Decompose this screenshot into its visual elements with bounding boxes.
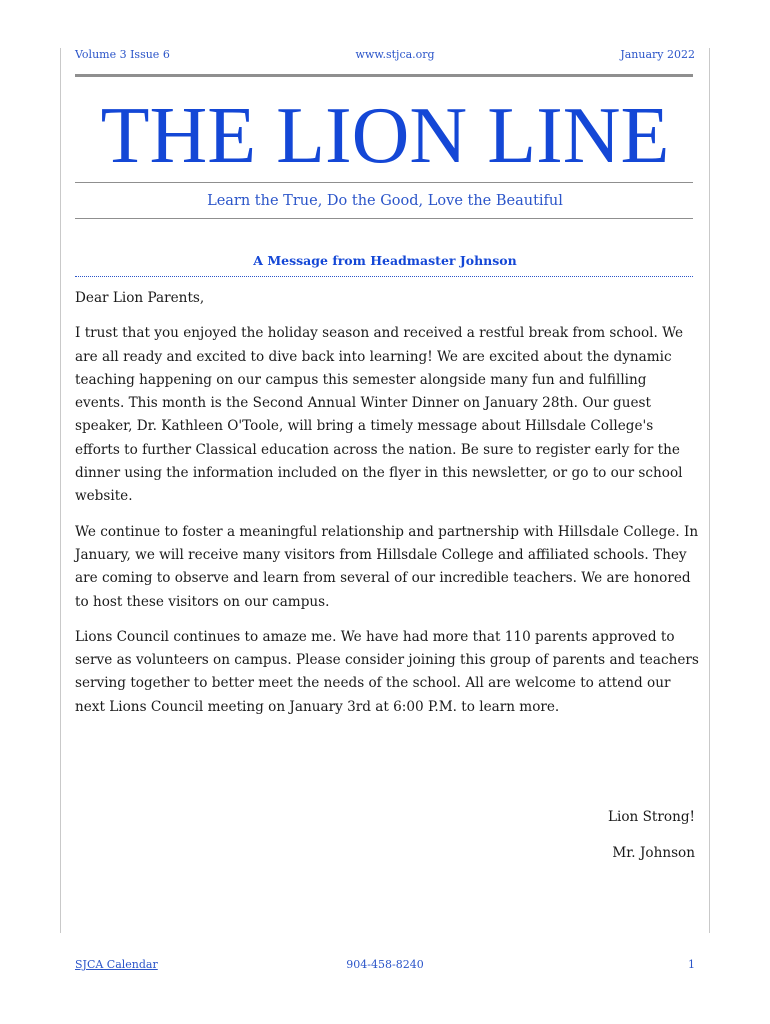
tagline-divider (75, 218, 693, 219)
newsletter-tagline: Learn the True, Do the Good, Love the Beautiful (207, 193, 563, 209)
issue-date: January 2022 (620, 48, 695, 61)
letter-body (75, 287, 700, 731)
article-heading: A Message from Headmaster Johnson (253, 253, 517, 268)
newsletter-title: THE LION LINE (100, 92, 670, 180)
phone-number: 904-458-8240 (346, 958, 424, 971)
letter-paragraph: I trust that you enjoyed the holiday season and received a restful break from school. We are all ready and excited to dive back into learning! We are excited about the dynamic teaching happening on our campus this semester alongside many fun and fulfilling events. This month is the Second Annual Winter Dinner on January 28th. Our guest speaker, Dr. Kathleen O'Toole, will bring a timely message about Hillsdale College's efforts to further Classical education across the nation. Be sure to register early for the dinner using the information included on the flyer in this newsletter, or go to our school website. (75, 325, 684, 505)
article-heading-divider (75, 276, 693, 277)
left-margin-rule (60, 48, 61, 933)
title-divider (75, 182, 693, 183)
website-text: www.stjca.org (355, 48, 435, 61)
page-number: 1 (688, 958, 695, 971)
letter-salutation: Dear Lion Parents, (75, 290, 205, 306)
newsletter-header (75, 48, 695, 61)
right-margin-rule (709, 48, 710, 933)
header-divider (75, 74, 693, 77)
volume-issue: Volume 3 Issue 6 (75, 48, 170, 61)
letter-signature: Mr. Johnson (612, 845, 695, 861)
letter-paragraph: We continue to foster a meaningful relationship and partnership with Hillsdale College. In January, we will receive many visitors from Hillsdale College and affiliated schools. They are coming to observe and learn from several of our incredible teachers. We are honored to host these visitors on our campus. (75, 523, 699, 610)
letter-paragraph: Lions Council continues to amaze me. We have had more that 110 parents approved to serve as volunteers on campus. Please consider joining this group of parents and teachers serving together to better meet the needs of the school. All are welcome to attend our next Lions Council meeting on January 3rd at 6:00 P.M. to learn more. (75, 628, 699, 715)
letter-closing: Lion Strong! (607, 809, 695, 825)
calendar-link[interactable]: SJCA Calendar (75, 958, 158, 971)
